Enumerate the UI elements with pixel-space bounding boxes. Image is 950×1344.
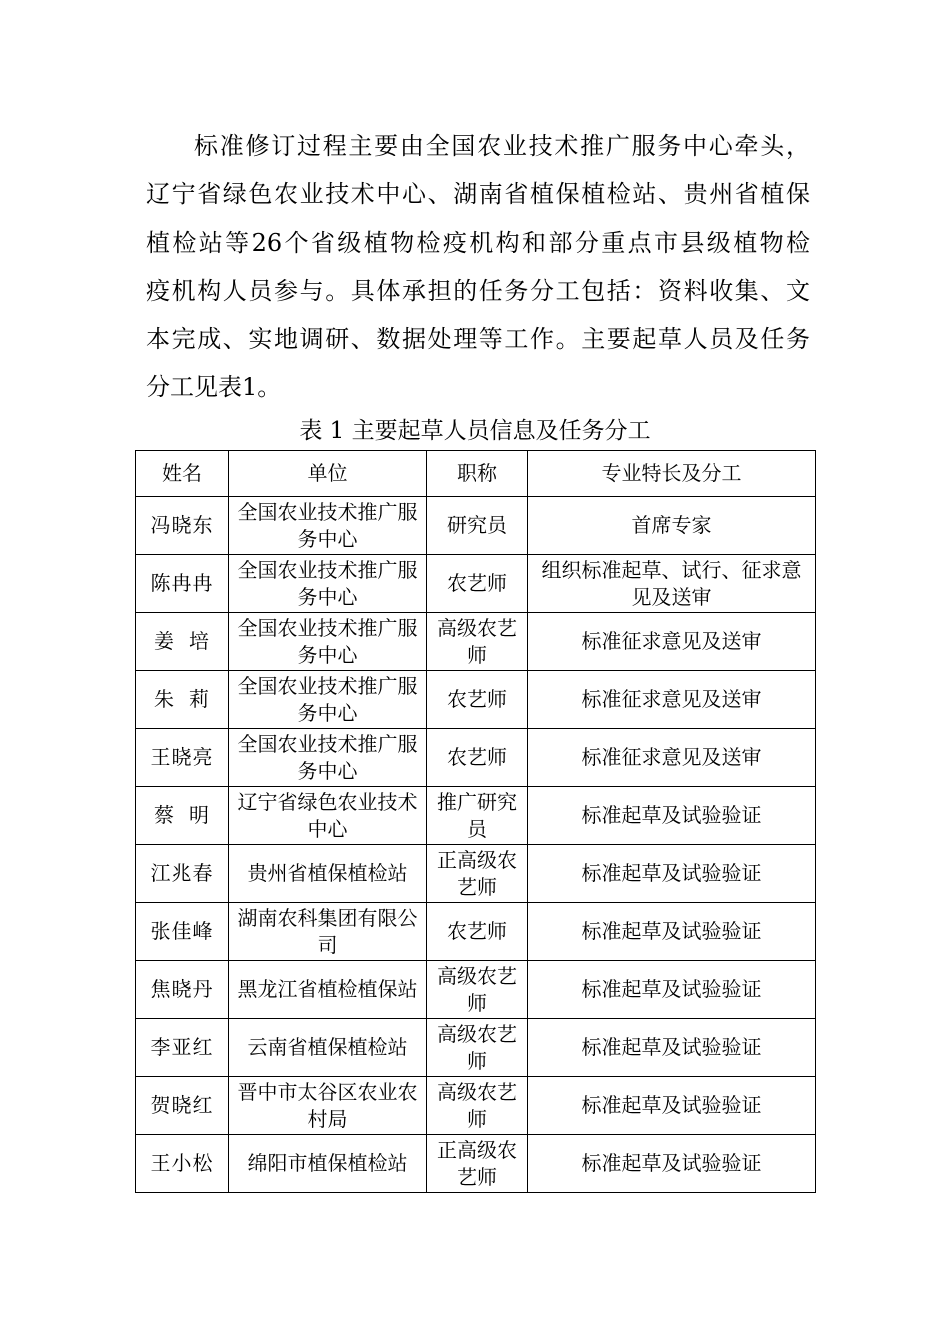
cell-title: 正高级农艺师 <box>427 1135 528 1193</box>
table-row <box>136 1019 816 1077</box>
cell-role: 组织标准起草、试行、征求意见及送审 <box>528 555 816 613</box>
cell-role: 标准起草及试验验证 <box>528 787 816 845</box>
cell-role: 标准征求意见及送审 <box>528 671 816 729</box>
person-name: 张佳峰 <box>150 919 214 943</box>
cell-role: 标准起草及试验验证 <box>528 1077 816 1135</box>
table-row <box>136 613 816 671</box>
person-name: 李亚红 <box>150 1035 214 1059</box>
table-row <box>136 787 816 845</box>
cell-unit: 全国农业技术推广服务中心 <box>229 729 427 787</box>
cell-name <box>136 961 229 1019</box>
cell-name <box>136 903 229 961</box>
table-row <box>136 961 816 1019</box>
staff-table <box>135 450 816 1193</box>
person-name: 朱莉 <box>154 687 210 711</box>
cell-unit: 全国农业技术推广服务中心 <box>229 671 427 729</box>
cell-name <box>136 845 229 903</box>
table-header-row <box>136 451 816 497</box>
paragraph-line: 分工见表1。 <box>146 373 282 402</box>
cell-name <box>136 787 229 845</box>
cell-role: 标准征求意见及送审 <box>528 729 816 787</box>
cell-role: 标准起草及试验验证 <box>528 845 816 903</box>
cell-title: 农艺师 <box>427 555 528 613</box>
person-name: 姜培 <box>154 629 210 653</box>
cell-name <box>136 1019 229 1077</box>
cell-unit: 全国农业技术推广服务中心 <box>229 497 427 555</box>
cell-role: 标准起草及试验验证 <box>528 1019 816 1077</box>
cell-name <box>136 497 229 555</box>
cell-unit: 全国农业技术推广服务中心 <box>229 555 427 613</box>
table-row <box>136 729 816 787</box>
cell-unit: 晋中市太谷区农业农村局 <box>229 1077 427 1135</box>
person-name: 冯晓东 <box>150 513 214 537</box>
person-name: 王晓亮 <box>150 745 214 769</box>
cell-name <box>136 729 229 787</box>
person-name: 江兆春 <box>150 861 214 885</box>
cell-unit: 辽宁省绿色农业技术中心 <box>229 787 427 845</box>
table-row <box>136 1077 816 1135</box>
cell-title: 农艺师 <box>427 903 528 961</box>
person-name: 陈冉冉 <box>150 571 214 595</box>
intro-paragraph <box>146 122 810 412</box>
cell-role: 首席专家 <box>528 497 816 555</box>
cell-name <box>136 1077 229 1135</box>
header-unit: 单位 <box>229 451 427 497</box>
person-name: 王小松 <box>150 1151 214 1175</box>
paragraph-line: 本完成、实地调研、数据处理等工作。主要起草人员及任务 <box>146 325 810 354</box>
table-row <box>136 903 816 961</box>
cell-name <box>136 671 229 729</box>
cell-role: 标准起草及试验验证 <box>528 1135 816 1193</box>
cell-name <box>136 613 229 671</box>
paragraph-line: 标准修订过程主要由全国农业技术推广服务中心牵头， <box>194 132 810 160</box>
header-title: 职称 <box>427 451 528 497</box>
table-caption: 表 1 主要起草人员信息及任务分工 <box>299 418 651 444</box>
cell-title: 高级农艺师 <box>427 1077 528 1135</box>
table-row <box>136 1135 816 1193</box>
table-row <box>136 671 816 729</box>
cell-title: 高级农艺师 <box>427 1019 528 1077</box>
cell-unit: 绵阳市植保植检站 <box>229 1135 427 1193</box>
cell-name <box>136 1135 229 1193</box>
cell-role: 标准起草及试验验证 <box>528 903 816 961</box>
paragraph-line: 疫机构人员参与。具体承担的任务分工包括：资料收集、文 <box>146 276 810 305</box>
cell-title: 研究员 <box>427 497 528 555</box>
cell-title: 高级农艺师 <box>427 961 528 1019</box>
cell-title: 推广研究员 <box>427 787 528 845</box>
paragraph-line: 植检站等26个省级植物检疫机构和部分重点市县级植物检 <box>146 228 810 257</box>
cell-unit: 云南省植保植检站 <box>229 1019 427 1077</box>
cell-title: 农艺师 <box>427 729 528 787</box>
header-role: 专业特长及分工 <box>528 451 816 497</box>
cell-unit: 全国农业技术推广服务中心 <box>229 613 427 671</box>
cell-unit: 湖南农科集团有限公司 <box>229 903 427 961</box>
cell-role: 标准征求意见及送审 <box>528 613 816 671</box>
table-row <box>136 497 816 555</box>
cell-unit: 贵州省植保植检站 <box>229 845 427 903</box>
cell-title: 正高级农艺师 <box>427 845 528 903</box>
cell-name <box>136 555 229 613</box>
person-name: 贺晓红 <box>150 1093 214 1117</box>
person-name: 蔡明 <box>154 803 210 827</box>
person-name: 焦晓丹 <box>150 977 214 1001</box>
cell-role: 标准起草及试验验证 <box>528 961 816 1019</box>
cell-title: 农艺师 <box>427 671 528 729</box>
table-row <box>136 845 816 903</box>
header-name: 姓名 <box>136 451 229 497</box>
table-row <box>136 555 816 613</box>
cell-title: 高级农艺师 <box>427 613 528 671</box>
table-body <box>136 497 816 1193</box>
cell-unit: 黑龙江省植检植保站 <box>229 961 427 1019</box>
paragraph-line: 辽宁省绿色农业技术中心、湖南省植保植检站、贵州省植保 <box>146 180 810 209</box>
